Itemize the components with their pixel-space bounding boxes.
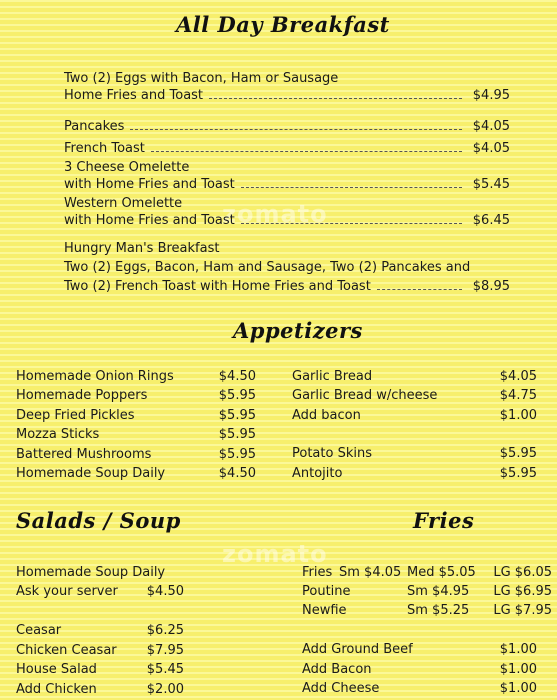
- dot-leader: [130, 128, 462, 130]
- soup-note: Ask your server: [16, 584, 118, 599]
- item-name: Pancakes: [64, 119, 125, 134]
- item-line: Two (2) Eggs with Bacon, Ham or Sausage: [64, 71, 339, 86]
- item-price: $5.95: [218, 407, 256, 423]
- item-price: $4.05: [472, 119, 510, 134]
- item-price: $5.95: [218, 427, 256, 443]
- item-price: $2.00: [146, 681, 184, 697]
- item-price: $4.50: [218, 466, 256, 482]
- fries-addons: [302, 640, 537, 699]
- item-name: Deep Fried Pickles: [16, 407, 135, 423]
- item-line: Two (2) Eggs, Bacon, Ham and Sausage, Two (2) Pancakes and: [64, 260, 471, 275]
- item-price: $1.00: [499, 681, 537, 696]
- salads-list: [16, 621, 184, 699]
- item-price: $4.95: [472, 88, 510, 103]
- item-name: Mozza Sticks: [16, 427, 100, 443]
- dot-leader: [241, 222, 462, 224]
- item-price: $4.05: [472, 141, 510, 156]
- watermark: zomato: [222, 200, 328, 228]
- fries-row: [302, 563, 552, 582]
- size-lg: LG $7.95: [493, 603, 552, 618]
- item-price: $5.95: [218, 446, 256, 462]
- breakfast-item: [64, 159, 510, 193]
- size-sm: Sm $4.95: [407, 584, 470, 599]
- item-line: Hungry Man's Breakfast: [64, 241, 220, 256]
- item-price: $1.00: [499, 661, 537, 677]
- item-price: $1.00: [499, 642, 537, 657]
- item-name: Ceasar: [16, 623, 62, 638]
- item-name: Battered Mushrooms: [16, 446, 152, 462]
- size-lg: LG $6.05: [493, 565, 552, 580]
- dot-leader: [377, 288, 462, 290]
- size-med: Med $5.05: [407, 565, 476, 580]
- item-price: $6.45: [472, 213, 510, 228]
- soup-block: [16, 563, 184, 601]
- breakfast-item: [64, 118, 510, 135]
- item-name: Antojito: [292, 465, 343, 481]
- dot-leader: [151, 150, 462, 152]
- item-price: $8.95: [472, 279, 510, 294]
- item-name: Homemade Soup Daily: [16, 466, 166, 482]
- size-lg: LG $6.95: [493, 584, 552, 599]
- item-price: $5.45: [472, 177, 510, 192]
- item-name: Add Chicken: [16, 681, 97, 697]
- fries-heading: Fries: [413, 508, 475, 533]
- item-name: Garlic Bread: [292, 369, 373, 384]
- dot-leader: [241, 186, 462, 188]
- item-price: $1.00: [499, 407, 537, 423]
- appetizers-right-column: [292, 367, 537, 483]
- item-price: $7.95: [146, 642, 184, 658]
- item-name: Newfie: [302, 603, 347, 618]
- item-name: Chicken Ceasar: [16, 642, 117, 658]
- item-name: Two (2) French Toast with Home Fries and Toast: [64, 279, 371, 294]
- fries-sizes: [302, 563, 552, 620]
- item-price: $5.95: [499, 465, 537, 481]
- soup-name: Homemade Soup Daily: [16, 565, 166, 580]
- item-price: $5.95: [218, 388, 256, 404]
- item-name: French Toast: [64, 141, 145, 156]
- item-name: Home Fries and Toast: [64, 88, 204, 103]
- item-price: $4.50: [218, 369, 256, 384]
- breakfast-heading: All Day Breakfast: [176, 12, 390, 37]
- item-line: 3 Cheese Omelette: [64, 160, 190, 175]
- appetizers-left-column: [16, 367, 256, 483]
- soup-price: $4.50: [146, 584, 184, 599]
- item-name: Add Bacon: [302, 661, 372, 677]
- item-name: Poutine: [302, 584, 351, 599]
- item-name: Garlic Bread w/cheese: [292, 388, 438, 404]
- item-name: House Salad: [16, 662, 97, 677]
- breakfast-item: [64, 195, 510, 229]
- item-price: $5.45: [146, 662, 184, 677]
- size-sm: Sm $4.05: [339, 565, 402, 580]
- breakfast-item: [64, 140, 510, 157]
- size-sm: Sm $5.25: [407, 603, 470, 618]
- breakfast-item: [64, 70, 510, 104]
- item-name: Homemade Poppers: [16, 388, 148, 404]
- item-name: with Home Fries and Toast: [64, 177, 235, 192]
- item-name: Add Ground Beef: [302, 642, 413, 657]
- item-name: Homemade Onion Rings: [16, 369, 174, 384]
- breakfast-item: [64, 239, 510, 296]
- poutine-row: [302, 582, 552, 601]
- newfie-row: [302, 601, 552, 620]
- item-name: with Home Fries and Toast: [64, 213, 235, 228]
- dot-leader: [209, 97, 462, 99]
- item-name: Add bacon: [292, 407, 361, 423]
- watermark: zomato: [222, 540, 328, 568]
- appetizers-heading: Appetizers: [233, 318, 363, 343]
- item-price: $5.95: [499, 446, 537, 462]
- salads-heading: Salads / Soup: [16, 508, 181, 533]
- item-name: Potato Skins: [292, 446, 372, 462]
- item-line: Western Omelette: [64, 196, 183, 211]
- item-price: $4.75: [499, 388, 537, 404]
- item-price: $6.25: [146, 623, 184, 638]
- item-name: Fries: [302, 565, 333, 580]
- item-price: $4.05: [499, 369, 537, 384]
- item-name: Add Cheese: [302, 681, 380, 696]
